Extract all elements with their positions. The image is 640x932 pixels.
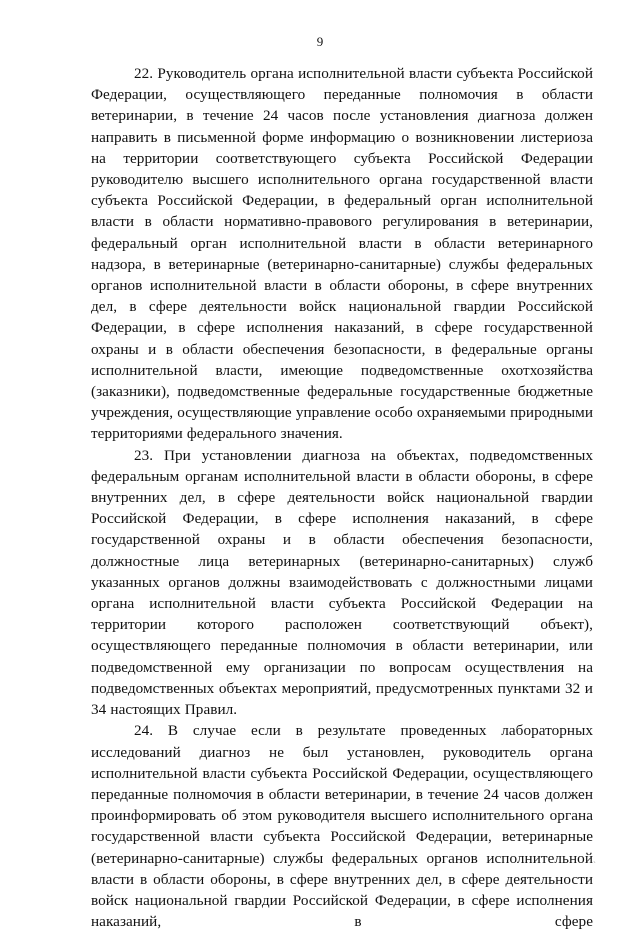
document-body: [91, 63, 593, 932]
scan-artifact-mark: `: [593, 860, 596, 870]
paragraph-24: 24. В случае если в результате проведенных лабораторных исследований диагноз не был установлен, руководитель органа исполнительной власти субъекта Российской Федерации, осуществляющего переданные полномочия в области ветеринарии, в течение 24 часов должен проинформировать об этом руководителя высшего исполнительного органа государственной власти субъекта Российской Федерации, ветеринарные (ветеринарно-санитарные) службы федеральных органов исполнительной власти в области обороны, в сфере внутренних дел, в сфере деятельности войск национальной гвардии Российской Федерации, в сфере исполнения наказаний, в сфере: [91, 722, 593, 931]
page-number: 9: [316, 34, 324, 49]
paragraph-23: 23. При установлении диагноза на объектах, подведомственных федеральным органам исполнительной власти в области обороны, в сфере внутренних дел, в сфере деятельности войск национальной гвардии Российской Федерации, в сфере исполнения наказаний, в сфере государственной охраны и в области обеспечения безопасности, должностные лица ветеринарных (ветеринарно-санитарных) служб указанных органов должны взаимодействовать с должностными лицами органа исполнительной власти субъекта Российской Федерации на территории которого расположен соответствующий объект), осуществляющего переданные полномочия в области ветеринарии, или подведомственной ему организации по вопросам осуществления на подведомственных объектах мероприятий, предусмотренных пунктами 32 и 34 настоящих Правил.: [91, 446, 593, 719]
paragraph-22: 22. Руководитель органа исполнительной власти субъекта Российской Федерации, осуществляющего переданные полномочия в области ветеринарии, в течение 24 часов после установления диагноза должен направить в письменной форме информацию о возникновении листериоза на территории соответствующего субъекта Российской Федерации руководителю высшего исполнительного органа государственной власти субъекта Российской Федерации, в федеральный орган исполнительной власти в области нормативно-правового регулирования в ветеринарии, федеральный орган исполнительной власти в области ветеринарного надзора, в ветеринарные (ветеринарно-санитарные) службы федеральных органов исполнительной власти в области обороны, в сфере внутренних дел, в сфере деятельности войск национальной гвардии Российской Федерации, в сфере исполнения наказаний, в сфере государственной охраны и в области обеспечения безопасности, в федеральные органы исполнительной власти, имеющие подведомственные охотхозяйства (заказники), подведомственные федеральные государственные бюджетные учреждения, осуществляющие управление особо охраняемыми природными территориями федерального значения.: [91, 65, 594, 443]
